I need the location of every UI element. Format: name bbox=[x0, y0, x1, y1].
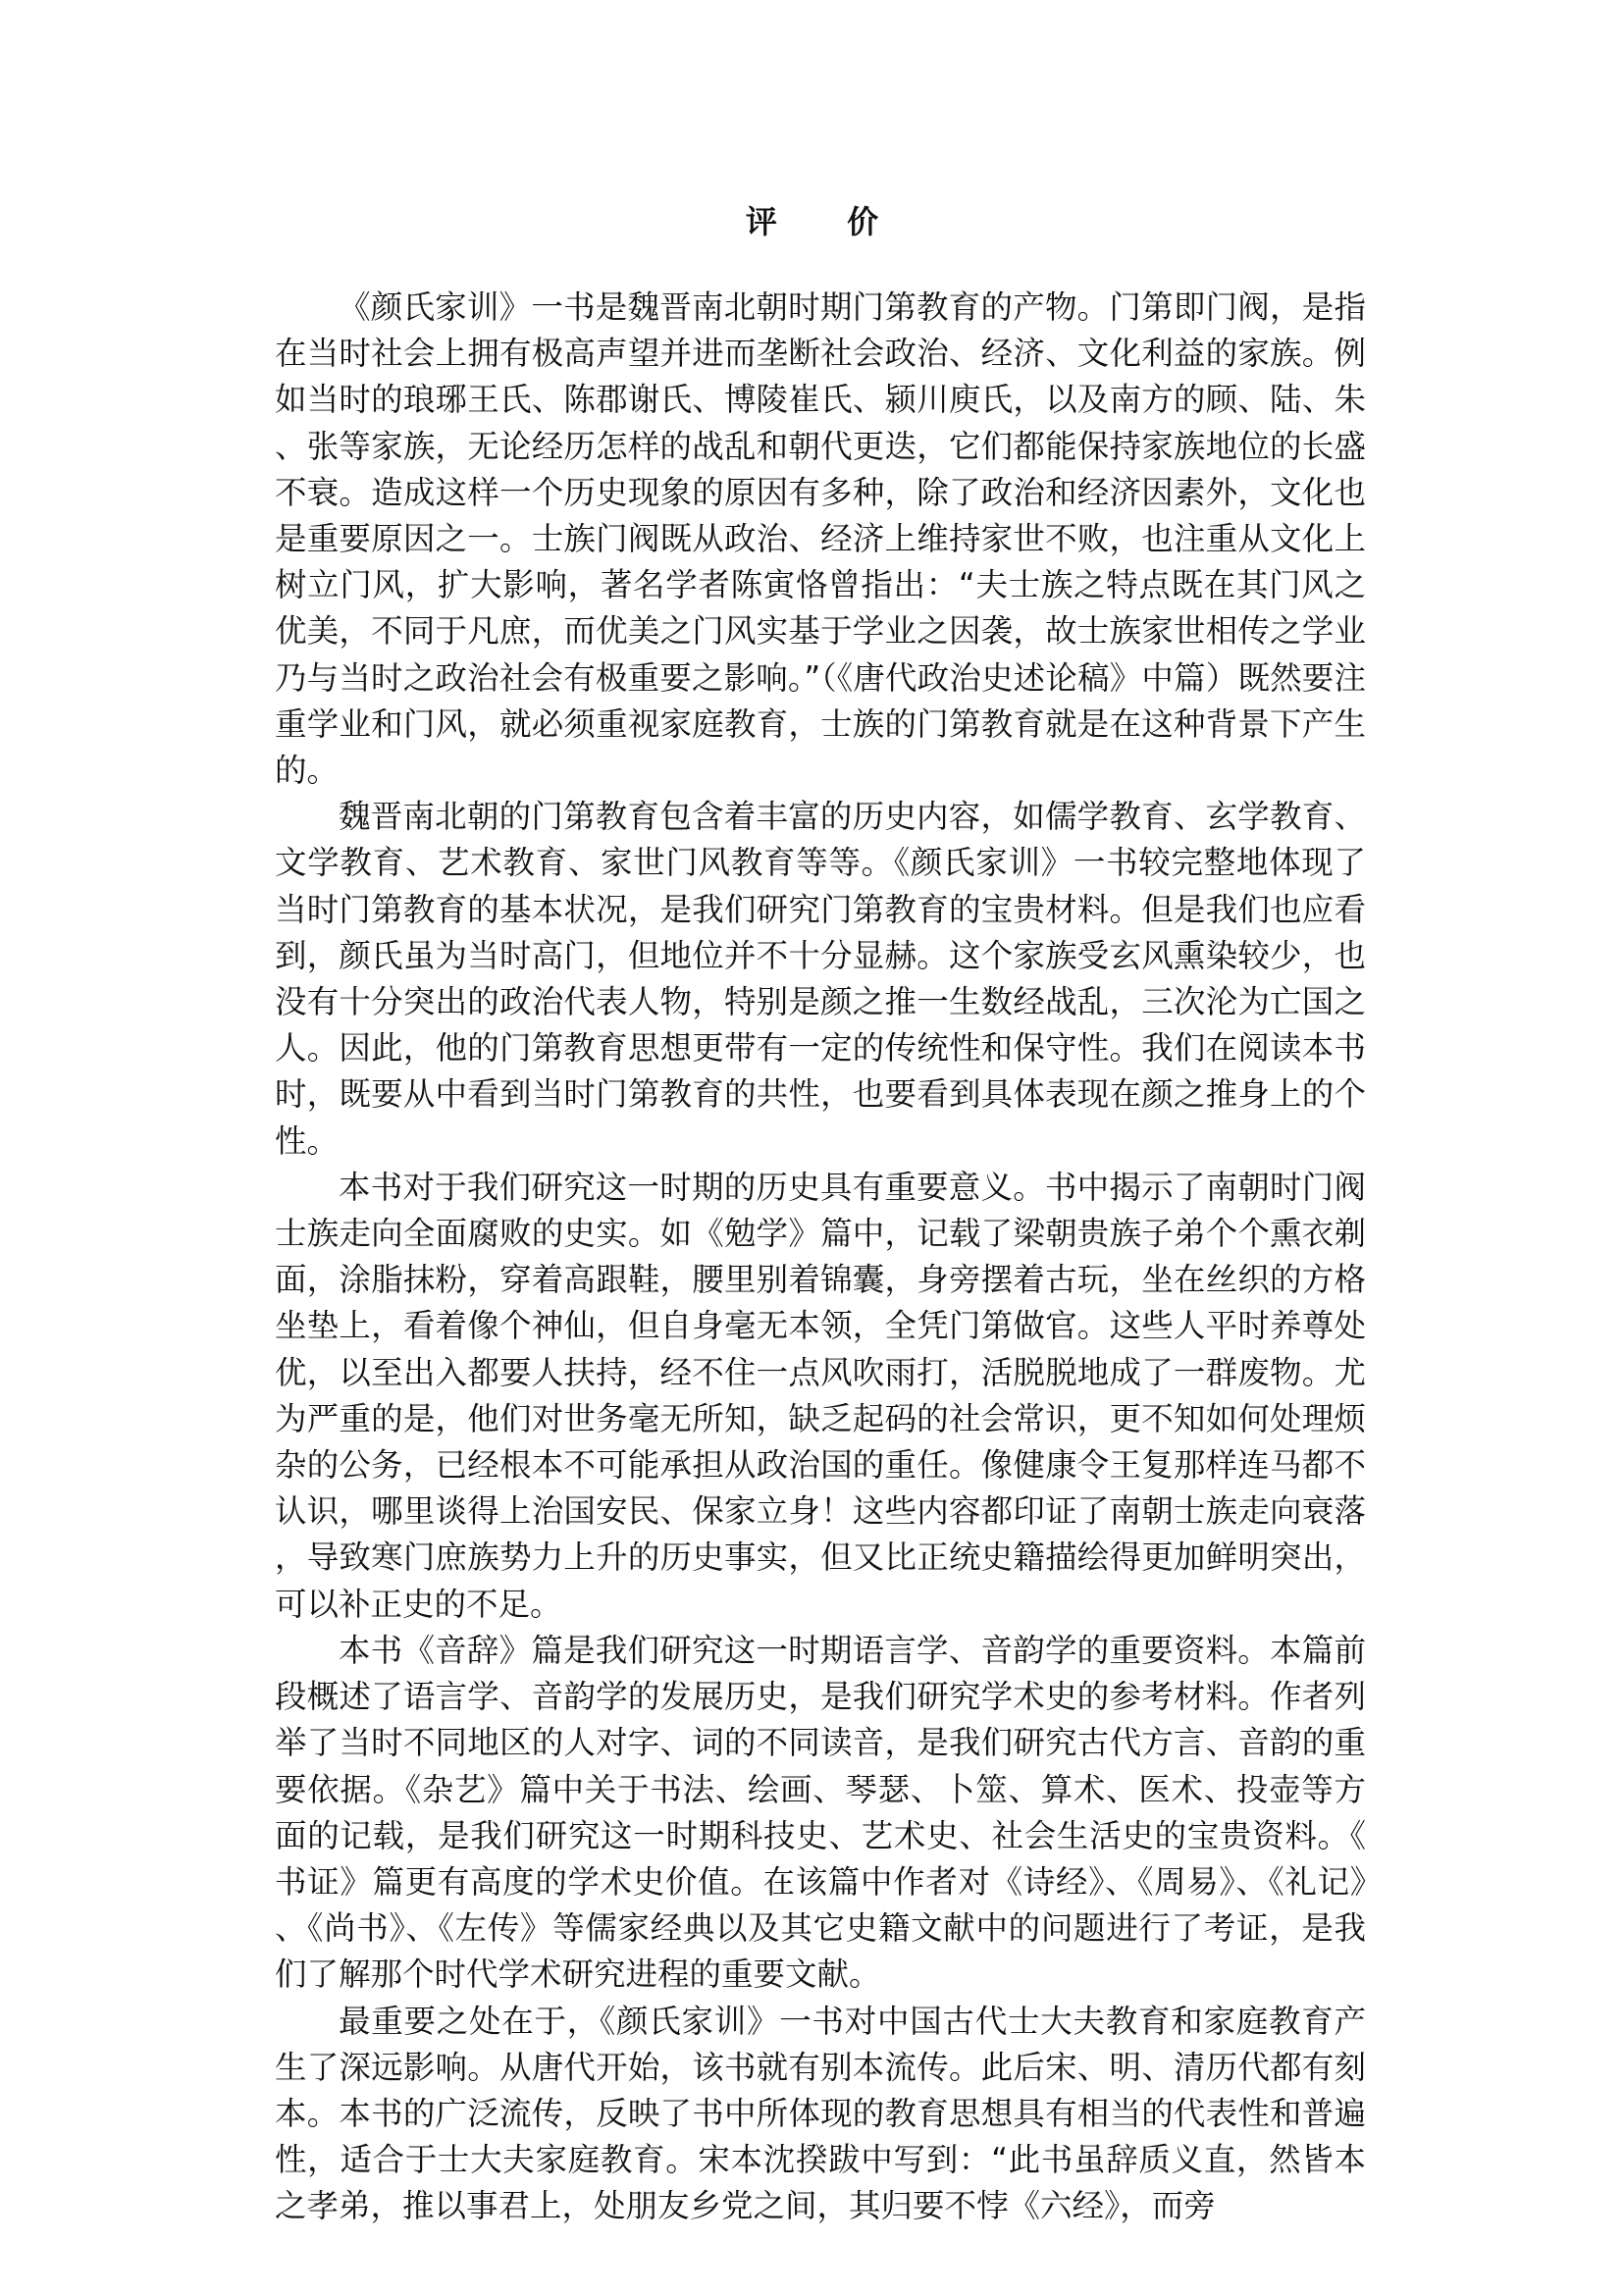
body-text bbox=[275, 285, 1366, 2230]
paragraph-3: 本书对于我们研究这一时期的历史具有重要意义。书中揭示了南朝时门阀士族走向全面腐败的史实。如《勉学》篇中，记载了梁朝贵族子弟个个熏衣剃面，涂脂抹粉，穿着高跟鞋，腰里别着锦囊，身旁摆着古玩，坐在丝织的方格坐垫上，看着像个神仙，但自身毫无本领，全凭门第做官。这些人平时养尊处优，以至出入都要人扶持，经不住一点风吹雨打，活脱脱地成了一群废物。尤为严重的是，他们对世务毫无所知，缺乏起码的社会常识，更不知如何处理烦杂的公务，已经根本不可能承担从政治国的重任。像健康令王复那样连马都不认识，哪里谈得上治国安民、保家立身！这些内容都印证了南朝士族走向衰落，导致寒门庶族势力上升的历史事实，但又比正统史籍描绘得更加鲜明突出，可以补正史的不足。 bbox=[275, 1168, 1366, 1623]
paragraph-2: 魏晋南北朝的门第教育包含着丰富的历史内容，如儒学教育、玄学教育、文学教育、艺术教育、家世门风教育等等。《颜氏家训》一书较完整地体现了当时门第教育的基本状况，是我们研究门第教育的宝贵材料。但是我们也应看到，颜氏虽为当时高门，但地位并不十分显赫。这个家族受玄风熏染较少，也没有十分突出的政治代表人物，特别是颜之推一生数经战乱，三次沦为亡国之人。因此，他的门第教育思想更带有一定的传统性和保守性。我们在阅读本书时，既要从中看到当时门第教育的共性，也要看到具体表现在颜之推身上的个性。 bbox=[275, 798, 1366, 1160]
paragraph-1: 《颜氏家训》一书是魏晋南北朝时期门第教育的产物。门第即门阀，是指在当时社会上拥有极高声望并进而垄断社会政治、经济、文化利益的家族。例如当时的琅琊王氏、陈郡谢氏、博陵崔氏、颍川庾氏，以及南方的顾、陆、朱、张等家族，无论经历怎样的战乱和朝代更迭，它们都能保持家族地位的长盛不衰。造成这样一个历史现象的原因有多种，除了政治和经济因素外，文化也是重要原因之一。士族门阀既从政治、经济上维持家世不败，也注重从文化上树立门风，扩大影响，著名学者陈寅恪曾指出：“夫士族之特点既在其门风之优美，不同于凡庶，而优美之门风实基于学业之因袭，故士族家世相传之学业乃与当时之政治社会有极重要之影响。”（《唐代政治史述论稿》中篇）既然要注重学业和门风，就必须重视家庭教育，士族的门第教育就是在这种背景下产生的。 bbox=[275, 288, 1366, 790]
paragraph-5: 最重要之处在于，《颜氏家训》一书对中国古代士大夫教育和家庭教育产生了深远影响。从唐代开始，该书就有别本流传。此后宋、明、清历代都有刻本。本书的广泛流传，反映了书中所体现的教育思想具有相当的代表性和普遍性，适合于士大夫家庭教育。宋本沈揆跋中写到：“此书虽辞质义直，然皆本之孝弟，推以事君上，处朋友乡党之间，其归要不悖《六经》，而旁 bbox=[275, 2002, 1366, 2225]
paragraph-4: 本书《音辞》篇是我们研究这一时期语言学、音韵学的重要资料。本篇前段概述了语言学、音韵学的发展历史，是我们研究学术史的参考材料。作者列举了当时不同地区的人对字、词的不同读音，是我们研究古代方言、音韵的重要依据。《杂艺》篇中关于书法、绘画、琴瑟、卜筮、算术、医术、投壶等方面的记载，是我们研究这一时期科技史、艺术史、社会生活史的宝贵资料。《书证》篇更有高度的学术史价值。在该篇中作者对《诗经》、《周易》、《礼记》、《尚书》、《左传》等儒家经典以及其它史籍文献中的问题进行了考证，是我们了解那个时代学术研究进程的重要文献。 bbox=[275, 1631, 1366, 1994]
page-title: 评 价 bbox=[745, 203, 909, 240]
